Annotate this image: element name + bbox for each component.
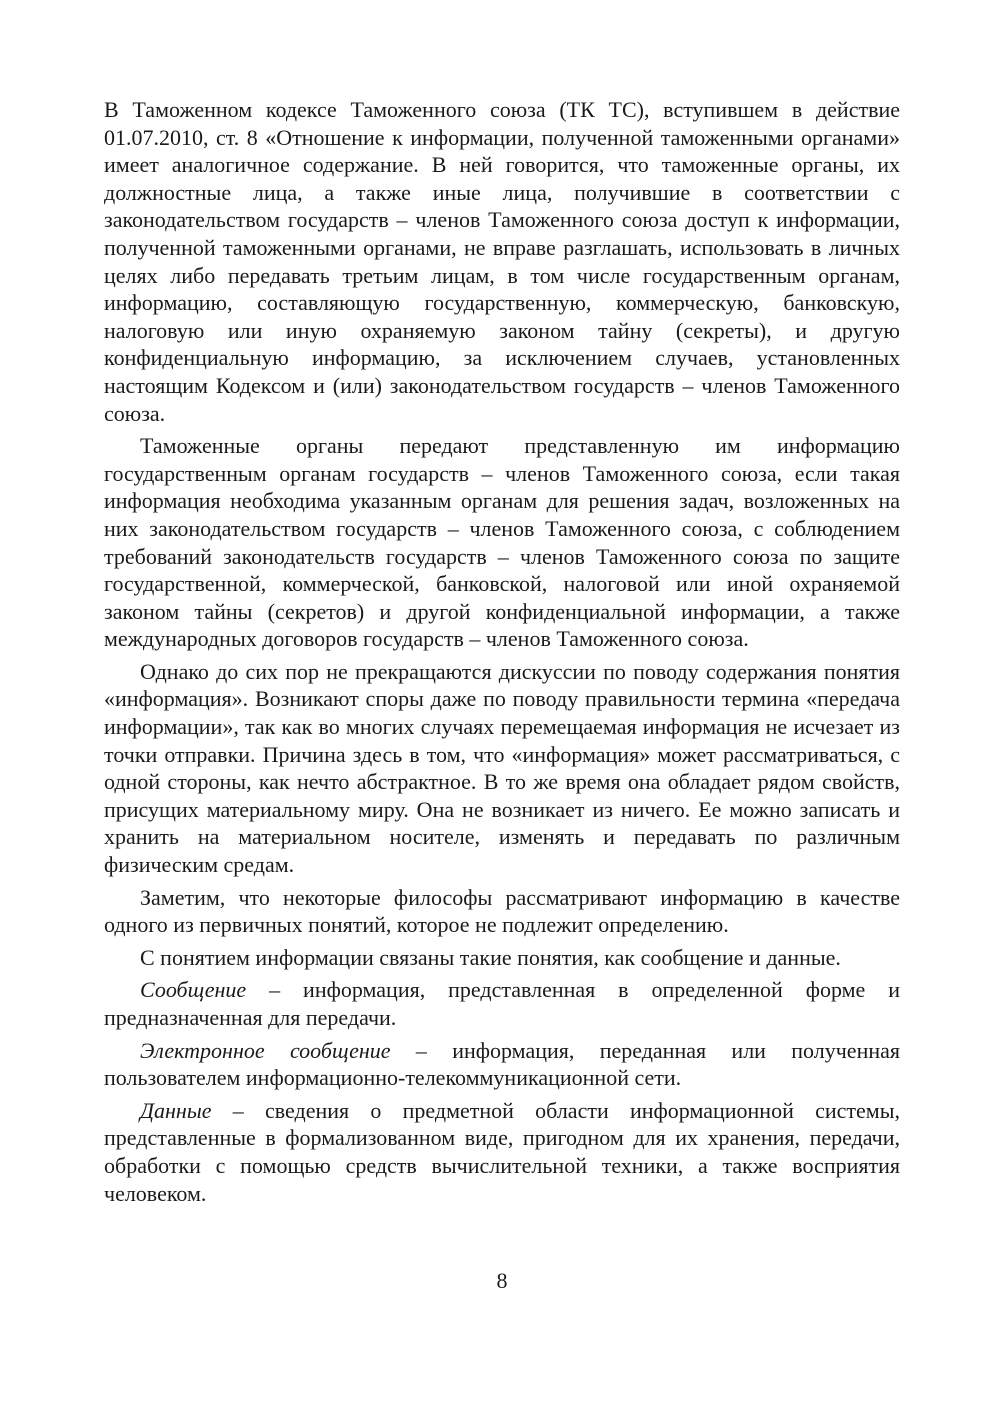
definition-term: Данные [140,1097,212,1123]
paragraph-related-concepts: С понятием информации связаны такие понятия, как сообщение и данные. [140,944,841,970]
page-body [104,96,900,1212]
definition-electronic-message [104,1037,900,1092]
page-number: 8 [496,1268,508,1293]
paragraph-information-discussion: Однако до сих пор не прекращаются дискуссии по поводу содержания понятия «информация». Возникают споры даже по поводу правильности термина «передача информации», так как во многих случаях перемещаемая информация не исчезает из точки отправки. Причина здесь в том, что «информация» может рассматриваться, с одной стороны, как нечто абстрактное. В то же время она обладает рядом свойств, присущих материальному миру. Она не возникает из ничего. Ее можно записать и хранить на материальном носителе, изменять и передавать по различным физическим средам. [104,658,900,878]
paragraph-philosophers: Заметим, что некоторые философы рассматривают информацию в качестве одного из первичных понятий, которое не подлежит определению. [104,884,900,938]
paragraph-information-transfer: Таможенные органы передают представленную им информацию государственным органам государств – членов Таможенного союза, если такая информация необходима указанным органам для решения задач, возложенных на них законодательством государств – членов Таможенного союза, с соблюдением требований законодательств государств – членов Таможенного союза по защите государственной, коммерческой, банковской, налоговой или иной охраняемой законом тайны (секретов) и другой конфиденциальной информации, а также международных договоров государств – членов Таможенного союза. [104,433,900,652]
definition-term: Электронное сообщение [140,1037,391,1063]
definition-text: – информация, переданная или полученная пользователем информационно-телекоммуникационной сети. [104,1037,900,1091]
definition-term: Сообщение [140,977,247,1003]
paragraph-customs-code: В Таможенном кодексе Таможенного союза (ТК ТС), вступившем в действие 01.07.2010, ст. 8 «Отношение к информации, полученной таможенными органами» имеет аналогичное содержание. В ней говорится, что таможенные органы, их должностные лица, а также иные лица, получившие в соответствии с законодательством государств – членов Таможенного союза доступ к информации, полученной таможенными органами, не вправе разглашать, использовать в личных целях либо передавать третьим лицам, в том числе государственным органам, информацию, составляющую государственную, коммерческую, банковскую, налоговую или иную охраняемую законом тайну (секреты), и другую конфиденциальную информацию, за исключением случаев, установленных настоящим Кодексом и (или) законодательством государств – членов Таможенного союза. [104,97,900,426]
definition-data [104,1097,900,1207]
definition-text: – сведения о предметной области информационной системы, представленные в формализованном виде, пригодном для их хранения, передачи, обработки с помощью средств вычислительной техники, а также восприятия человеком. [104,1097,900,1206]
definition-text: – информация, представленная в определенной форме и предназначенная для передачи. [104,977,900,1030]
definition-message [104,976,900,1031]
